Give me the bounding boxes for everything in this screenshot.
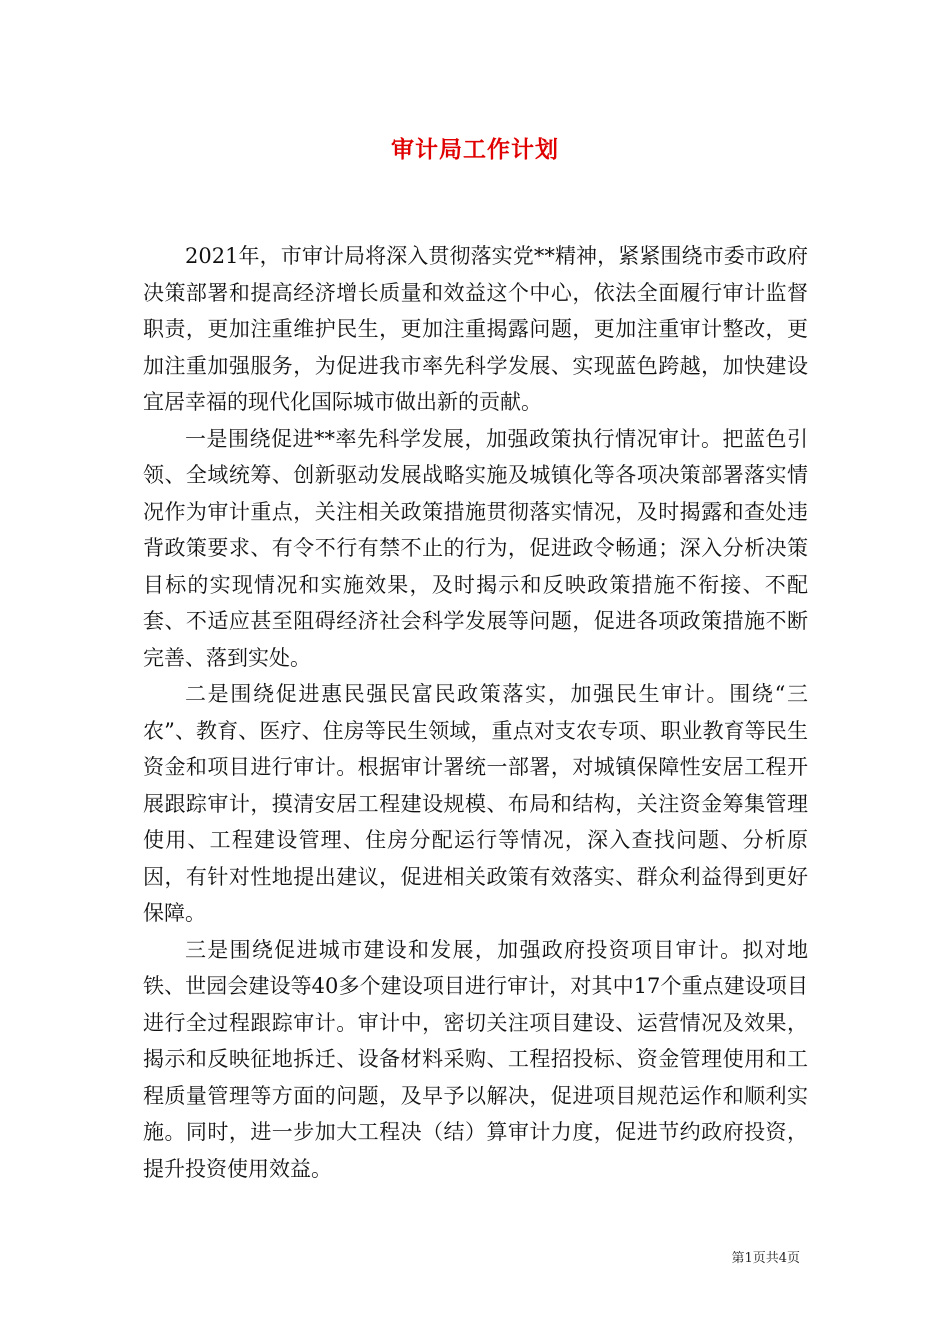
- paragraph-investment-audit: 三是围绕促进城市建设和发展，加强政府投资项目审计。拟对地铁、世园会建设等40多个建设项目进行审计，对其中17个重点建设项目进行全过程跟踪审计。审计中，密切关注项目建设、运营情况及效果，揭示和反映征地拆迁、设备材料采购、工程招投标、资金管理使用和工程质量管理等方面的问题，及早予以解决，促进项目规范运作和顺利实施。同时，进一步加大工程决（结）算审计力度，促进节约政府投资，提升投资使用效益。: [143, 937, 808, 1181]
- document-body: [143, 238, 808, 1187]
- page-number: 第1页共4页: [731, 1251, 800, 1266]
- paragraph-policy-audit: 一是围绕促进**率先科学发展，加强政策执行情况审计。把蓝色引领、全域统筹、创新驱动发展战略实施及城镇化等各项决策部署落实情况作为审计重点，关注相关政策措施贯彻落实情况，及时揭露和查处违背政策要求、有令不行有禁不止的行为，促进政令畅通；深入分析决策目标的实现情况和实施效果，及时揭示和反映政策措施不衔接、不配套、不适应甚至阻碍经济社会科学发展等问题，促进各项政策措施不断完善、落到实处。: [143, 426, 808, 670]
- document-title: 审计局工作计划: [391, 136, 559, 163]
- paragraph-livelihood-audit: 二是围绕促进惠民强民富民政策落实，加强民生审计。围绕“三农”、教育、医疗、住房等民生领域，重点对支农专项、职业教育等民生资金和项目进行审计。根据审计署统一部署，对城镇保障性安居工程开展跟踪审计，摸清安居工程建设规模、布局和结构，关注资金筹集管理使用、工程建设管理、住房分配运行等情况，深入查找问题、分析原因，有针对性地提出建议，促进相关政策有效落实、群众利益得到更好保障。: [143, 682, 808, 925]
- paragraph-intro: 2021年，市审计局将深入贯彻落实党**精神，紧紧围绕市委市政府决策部署和提高经济增长质量和效益这个中心，依法全面履行审计监督职责，更加注重维护民生，更加注重揭露问题，更加注重审计整改，更加注重加强服务，为促进我市率先科学发展、实现蓝色跨越，加快建设宜居幸福的现代化国际城市做出新的贡献。: [143, 244, 808, 414]
